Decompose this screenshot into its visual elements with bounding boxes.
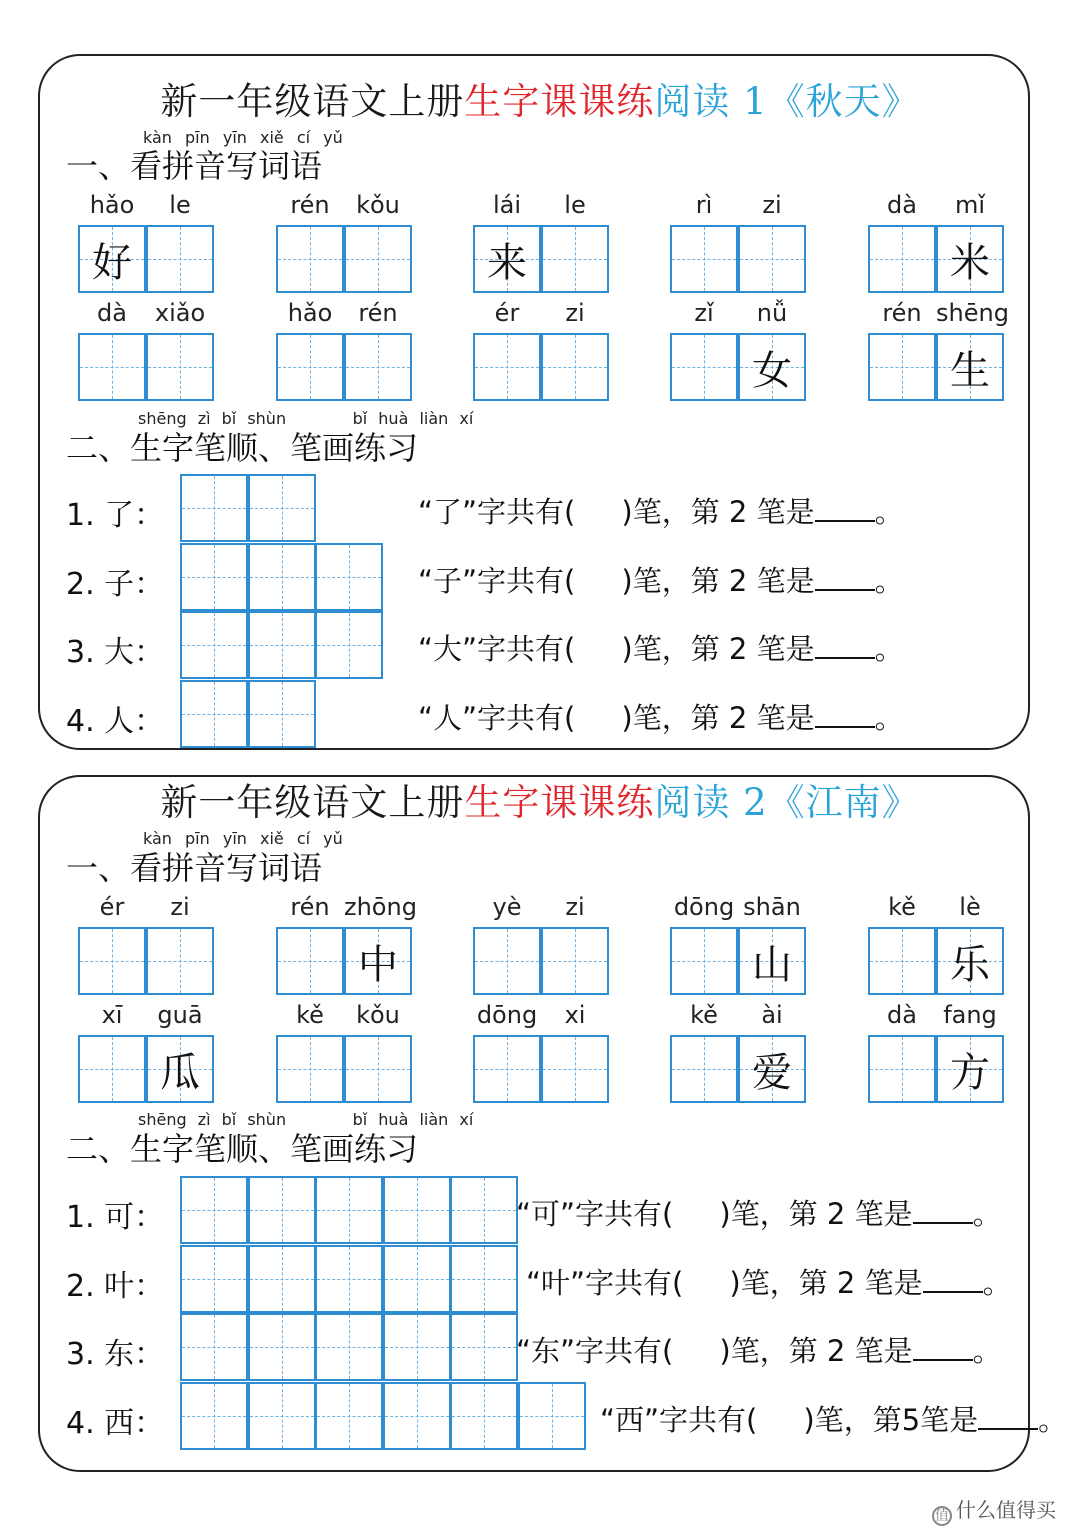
stroke-question xyxy=(418,627,904,668)
stroke-grid-box[interactable] xyxy=(180,543,248,611)
tian-grid-box[interactable] xyxy=(473,225,541,293)
grid-character xyxy=(148,335,212,399)
title-black-part: 新一年级语文上册 xyxy=(160,781,465,824)
stroke-grid-box[interactable] xyxy=(248,680,316,748)
tian-grid-box[interactable] xyxy=(670,1035,738,1103)
tian-grid-box[interactable] xyxy=(868,1035,936,1103)
grid-character xyxy=(543,1037,607,1101)
grid-character xyxy=(346,1037,410,1101)
tian-grid-box[interactable] xyxy=(670,333,738,401)
stroke-row-label: 2. 子： xyxy=(66,566,165,602)
stroke-row-label: 4. 西： xyxy=(66,1405,165,1441)
section-2-pinyin: shēng zì bǐ shùn bǐ huà liàn xí xyxy=(138,1110,474,1129)
grid-character xyxy=(278,929,342,993)
stroke-grid-box[interactable] xyxy=(248,474,316,542)
grid-character xyxy=(475,335,539,399)
tian-grid-box[interactable] xyxy=(473,927,541,995)
word-pinyin-1: dà xyxy=(887,191,917,219)
grid-character xyxy=(672,929,736,993)
word-pinyin-2: guā xyxy=(157,1001,203,1029)
grid-character xyxy=(672,335,736,399)
title-black-part: 新一年级语文上册 xyxy=(160,80,465,123)
grid-character xyxy=(543,227,607,291)
stroke-row-label: 1. 了： xyxy=(66,498,165,533)
word-pinyin-2: xi xyxy=(564,1001,586,1029)
question-end: 。 xyxy=(874,700,904,735)
tian-grid-box[interactable] xyxy=(936,927,1004,995)
stroke-grid-box[interactable] xyxy=(248,611,316,679)
question-middle: )笔，第 2 笔是 xyxy=(729,1265,923,1300)
word-pinyin-1: xī xyxy=(101,1001,123,1029)
word-pinyin-1: ér xyxy=(494,299,520,327)
tian-grid-box[interactable] xyxy=(146,927,214,995)
answer-line-blank[interactable] xyxy=(978,1404,1038,1430)
answer-line-blank[interactable] xyxy=(913,1335,973,1361)
word-pinyin-1: kě xyxy=(296,1001,324,1029)
word-pinyin-1: rén xyxy=(290,191,330,219)
stroke-grid-box[interactable] xyxy=(383,1245,451,1313)
grid-character xyxy=(870,1037,934,1101)
word-pinyin-1: kě xyxy=(690,1001,718,1029)
grid-character xyxy=(870,227,934,291)
tian-grid-box[interactable] xyxy=(78,333,146,401)
tian-grid-box[interactable] xyxy=(936,1035,1004,1103)
word-pinyin-2: nǚ xyxy=(756,299,788,327)
grid-character xyxy=(475,929,539,993)
stroke-grid-box[interactable] xyxy=(248,1245,316,1313)
stroke-row-label: 3. 东： xyxy=(66,1337,165,1372)
tian-grid-box[interactable] xyxy=(738,333,806,401)
stroke-grid-box[interactable] xyxy=(180,1176,248,1244)
word-pinyin-1: hǎo xyxy=(89,191,135,219)
grid-character xyxy=(543,335,607,399)
watermark xyxy=(932,1494,1056,1526)
tian-grid-box[interactable] xyxy=(541,1035,609,1103)
question-prefix: “可”字共有( xyxy=(516,1197,674,1231)
word-pinyin-2: xiǎo xyxy=(154,299,206,327)
section-1-heading: 一、看拼音写词语 xyxy=(66,849,323,887)
word-pinyin-2: zi xyxy=(170,893,190,921)
tian-grid-box[interactable] xyxy=(738,225,806,293)
stroke-grid-box[interactable] xyxy=(248,543,316,611)
tian-grid-box[interactable] xyxy=(146,1035,214,1103)
question-middle: )笔，第5笔是 xyxy=(803,1402,979,1437)
tian-grid-box[interactable] xyxy=(344,225,412,293)
stroke-question xyxy=(418,559,904,600)
question-middle: )笔，第 2 笔是 xyxy=(719,1197,913,1231)
stroke-grid-box[interactable] xyxy=(383,1382,451,1450)
grid-character: 好 xyxy=(92,239,132,286)
question-prefix: “西”字共有( xyxy=(600,1402,758,1437)
tian-grid-box[interactable] xyxy=(344,927,412,995)
grid-character xyxy=(80,929,144,993)
tian-grid-box[interactable] xyxy=(738,927,806,995)
section-2-heading: 二、生字笔顺、笔画练习 xyxy=(66,1130,419,1168)
stroke-grid-box[interactable] xyxy=(450,1176,518,1244)
tian-grid-box[interactable] xyxy=(146,225,214,293)
stroke-grid-box[interactable] xyxy=(315,1245,383,1313)
question-prefix: “子”字共有( xyxy=(418,563,576,598)
tian-grid-box[interactable] xyxy=(670,927,738,995)
word-pinyin-1: rén xyxy=(882,299,922,327)
stroke-grid-box[interactable] xyxy=(383,1176,451,1244)
tian-grid-box[interactable] xyxy=(670,225,738,293)
grid-character: 山 xyxy=(752,941,792,988)
answer-line-blank[interactable] xyxy=(815,633,875,659)
grid-character xyxy=(475,1037,539,1101)
title-red-part: 生字课课练 xyxy=(464,781,655,824)
stroke-row-label: 3. 大： xyxy=(66,635,165,670)
question-prefix: “人”字共有( xyxy=(418,700,576,735)
worksheet-title-2 xyxy=(0,780,1080,826)
question-middle: )笔，第 2 笔是 xyxy=(719,1334,913,1368)
stroke-question xyxy=(526,1261,1012,1302)
section-2-pinyin: shēng zì bǐ shùn bǐ huà liàn xí xyxy=(138,409,474,428)
title-red-part: 生字课课练 xyxy=(464,80,655,123)
grid-character xyxy=(870,335,934,399)
stroke-grid-box[interactable] xyxy=(518,1382,586,1450)
stroke-row-label: 1. 可： xyxy=(66,1200,165,1235)
stroke-question xyxy=(418,490,904,531)
tian-grid-box[interactable] xyxy=(541,927,609,995)
question-end: 。 xyxy=(874,563,904,598)
question-end: 。 xyxy=(972,1197,1002,1231)
stroke-grid-box[interactable] xyxy=(315,543,383,611)
grid-character xyxy=(346,227,410,291)
grid-character xyxy=(346,335,410,399)
tian-grid-box[interactable] xyxy=(276,927,344,995)
stroke-grid-box[interactable] xyxy=(180,611,248,679)
tian-grid-box[interactable] xyxy=(344,1035,412,1103)
grid-character: 爱 xyxy=(752,1049,792,1096)
word-pinyin-2: shēng xyxy=(936,299,1009,327)
tian-grid-box[interactable] xyxy=(936,225,1004,293)
grid-character xyxy=(278,1037,342,1101)
grid-character: 乐 xyxy=(950,941,990,988)
word-pinyin-2: shān xyxy=(743,893,801,921)
stroke-question xyxy=(418,696,904,737)
word-pinyin-1: kě xyxy=(888,893,916,921)
grid-character xyxy=(278,227,342,291)
word-pinyin-2: lè xyxy=(959,893,981,921)
watermark-logo-icon: 值 xyxy=(932,1506,952,1526)
stroke-grid-box[interactable] xyxy=(383,1313,451,1381)
grid-character: 瓜 xyxy=(160,1049,200,1096)
grid-character xyxy=(870,929,934,993)
question-end: 。 xyxy=(982,1265,1012,1300)
word-pinyin-1: rì xyxy=(695,191,713,219)
answer-line-blank[interactable] xyxy=(815,496,875,522)
word-pinyin-2: ài xyxy=(761,1001,783,1029)
word-pinyin-1: ér xyxy=(99,893,125,921)
question-middle: )笔，第 2 笔是 xyxy=(621,563,815,598)
worksheet-title-1 xyxy=(0,79,1080,125)
word-pinyin-1: hǎo xyxy=(287,299,333,327)
grid-character xyxy=(80,335,144,399)
word-pinyin-2: le xyxy=(169,191,191,219)
word-pinyin-1: rén xyxy=(290,893,330,921)
tian-grid-box[interactable] xyxy=(344,333,412,401)
answer-line-blank[interactable] xyxy=(913,1198,973,1224)
tian-grid-box[interactable] xyxy=(78,1035,146,1103)
tian-grid-box[interactable] xyxy=(78,927,146,995)
tian-grid-box[interactable] xyxy=(276,1035,344,1103)
question-end: 。 xyxy=(874,632,904,666)
stroke-question xyxy=(516,1192,1002,1233)
word-pinyin-1: yè xyxy=(492,893,522,921)
word-pinyin-2: le xyxy=(564,191,586,219)
stroke-grid-box[interactable] xyxy=(315,1176,383,1244)
stroke-grid-box[interactable] xyxy=(180,680,248,748)
word-pinyin-2: zi xyxy=(565,893,585,921)
word-pinyin-2: kǒu xyxy=(356,191,400,219)
stroke-grid-box[interactable] xyxy=(315,611,383,679)
question-middle: )笔，第 2 笔是 xyxy=(621,632,815,666)
word-pinyin-1: lái xyxy=(492,191,522,219)
section-1-pinyin: kàn pīn yīn xiě cí yǔ xyxy=(143,829,343,848)
stroke-row-label: 2. 叶： xyxy=(66,1268,165,1304)
question-prefix: “叶”字共有( xyxy=(526,1265,684,1300)
stroke-grid-box[interactable] xyxy=(315,1313,383,1381)
question-end: 。 xyxy=(1038,1402,1068,1437)
tian-grid-box[interactable] xyxy=(473,1035,541,1103)
section-2-heading: 二、生字笔顺、笔画练习 xyxy=(66,429,419,467)
watermark-text: 什么值得买 xyxy=(956,1498,1056,1522)
tian-grid-box[interactable] xyxy=(473,333,541,401)
question-prefix: “东”字共有( xyxy=(516,1334,674,1368)
answer-line-blank[interactable] xyxy=(815,565,875,591)
section-1-pinyin: kàn pīn yīn xiě cí yǔ xyxy=(143,128,343,147)
word-pinyin-1: dōng xyxy=(673,893,735,921)
tian-grid-box[interactable] xyxy=(276,333,344,401)
grid-character: 来 xyxy=(487,239,527,286)
word-pinyin-2: zhōng xyxy=(344,893,417,921)
grid-character: 方 xyxy=(950,1049,990,1096)
title-blue-part: 阅读 2《江南》 xyxy=(654,781,920,824)
word-pinyin-2: mǐ xyxy=(954,191,986,219)
grid-character xyxy=(148,929,212,993)
grid-character: 中 xyxy=(358,941,398,988)
word-pinyin-1: zǐ xyxy=(694,299,714,327)
stroke-row-label: 4. 人： xyxy=(66,703,165,739)
stroke-grid-box[interactable] xyxy=(180,1245,248,1313)
word-pinyin-1: dà xyxy=(887,1001,917,1029)
question-prefix: “了”字共有( xyxy=(418,495,576,529)
stroke-grid-box[interactable] xyxy=(180,474,248,542)
stroke-grid-box[interactable] xyxy=(180,1313,248,1381)
word-pinyin-2: rén xyxy=(358,299,398,327)
word-pinyin-1: dōng xyxy=(476,1001,538,1029)
word-pinyin-1: dà xyxy=(97,299,127,327)
tian-grid-box[interactable] xyxy=(868,333,936,401)
tian-grid-box[interactable] xyxy=(541,333,609,401)
question-end: 。 xyxy=(874,495,904,529)
stroke-grid-box[interactable] xyxy=(450,1313,518,1381)
tian-grid-box[interactable] xyxy=(738,1035,806,1103)
stroke-question xyxy=(600,1398,1067,1439)
answer-line-blank[interactable] xyxy=(923,1267,983,1293)
word-pinyin-2: fang xyxy=(943,1001,997,1029)
question-prefix: “大”字共有( xyxy=(418,632,576,666)
question-end: 。 xyxy=(972,1334,1002,1368)
tian-grid-box[interactable] xyxy=(936,333,1004,401)
question-middle: )笔，第 2 笔是 xyxy=(621,495,815,529)
word-pinyin-2: zi xyxy=(762,191,782,219)
grid-character: 米 xyxy=(950,239,990,286)
title-blue-part: 阅读 1《秋天》 xyxy=(654,80,920,123)
word-pinyin-2: zi xyxy=(565,299,585,327)
question-middle: )笔，第 2 笔是 xyxy=(621,700,815,735)
grid-character xyxy=(80,1037,144,1101)
tian-grid-box[interactable] xyxy=(868,927,936,995)
grid-character xyxy=(543,929,607,993)
tian-grid-box[interactable] xyxy=(146,333,214,401)
stroke-grid-box[interactable] xyxy=(180,1382,248,1450)
word-pinyin-2: kǒu xyxy=(356,1001,400,1029)
stroke-grid-box[interactable] xyxy=(248,1313,316,1381)
grid-character xyxy=(740,227,804,291)
stroke-grid-box[interactable] xyxy=(248,1176,316,1244)
grid-character xyxy=(278,335,342,399)
grid-character: 女 xyxy=(752,347,792,394)
tian-grid-box[interactable] xyxy=(78,225,146,293)
stroke-question xyxy=(516,1329,1002,1370)
grid-character: 生 xyxy=(950,347,990,394)
stroke-grid-box[interactable] xyxy=(450,1382,518,1450)
stroke-grid-box[interactable] xyxy=(315,1382,383,1450)
grid-character xyxy=(148,227,212,291)
stroke-grid-box[interactable] xyxy=(248,1382,316,1450)
grid-character xyxy=(672,1037,736,1101)
grid-character xyxy=(672,227,736,291)
tian-grid-box[interactable] xyxy=(276,225,344,293)
tian-grid-box[interactable] xyxy=(868,225,936,293)
tian-grid-box[interactable] xyxy=(541,225,609,293)
stroke-grid-box[interactable] xyxy=(450,1245,518,1313)
answer-line-blank[interactable] xyxy=(815,702,875,728)
section-1-heading: 一、看拼音写词语 xyxy=(66,147,323,185)
